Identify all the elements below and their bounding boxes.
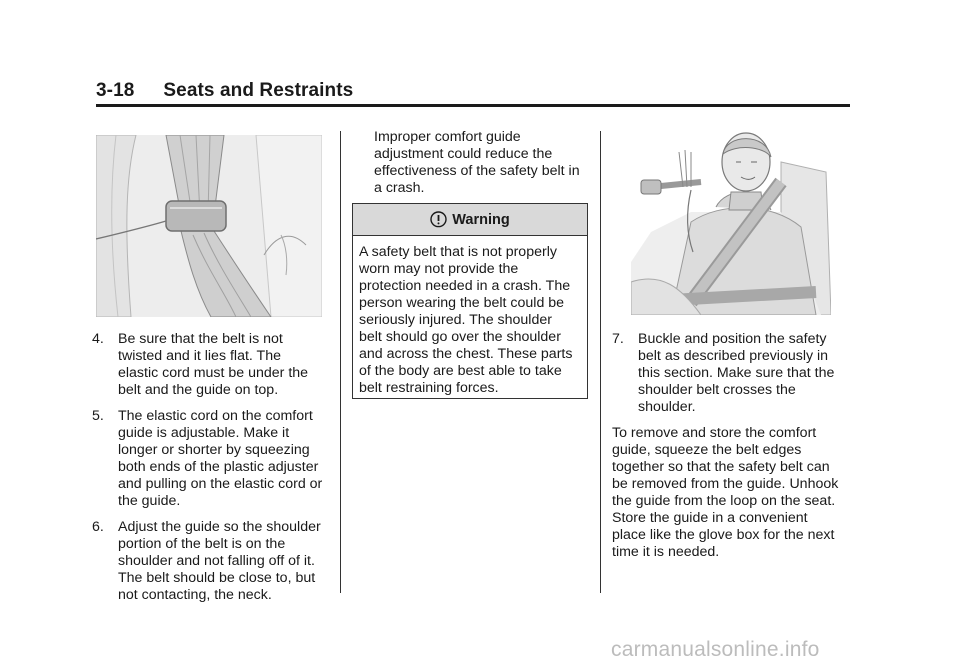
paragraph-line: To remove and store the comfort bbox=[612, 425, 817, 441]
warning-icon bbox=[430, 211, 447, 228]
occupant-safety-belt-illustration bbox=[631, 132, 831, 315]
intro-line: adjustment could reduce the bbox=[374, 146, 553, 162]
page-number: 3-18 bbox=[96, 80, 135, 101]
warning-header bbox=[353, 204, 587, 236]
warning-line: and across the chest. These parts bbox=[359, 346, 573, 362]
warning-line: belt should go over the shoulder bbox=[359, 329, 561, 345]
warning-title: Warning bbox=[452, 211, 510, 228]
warning-line: of the body are best able to take bbox=[359, 363, 562, 379]
warning-line: worn may not provide the bbox=[359, 261, 519, 277]
warning-body bbox=[353, 236, 587, 397]
warning-line: person wearing the belt could be bbox=[359, 295, 565, 311]
paragraph-line: together so that the safety belt can bbox=[612, 459, 830, 475]
step-line: Buckle and position the safety bbox=[638, 331, 827, 347]
paragraph-line: be removed from the guide. Unhook bbox=[612, 476, 839, 492]
step-line: the guide. bbox=[118, 493, 181, 509]
warning-intro bbox=[374, 129, 594, 197]
section-title: Seats and Restraints bbox=[163, 80, 354, 101]
step-line: longer or shorter by squeezing bbox=[118, 442, 310, 458]
warning-box bbox=[352, 203, 588, 399]
intro-line: a crash. bbox=[374, 180, 425, 196]
column-1 bbox=[92, 331, 338, 613]
column-divider-2 bbox=[600, 131, 601, 593]
step-number: 6. bbox=[92, 519, 104, 535]
comfort-guide-belt-illustration bbox=[96, 135, 322, 317]
step-line: twisted and it lies flat. The bbox=[118, 348, 281, 364]
step-line: The elastic cord on the comfort bbox=[118, 408, 313, 424]
step-line: not contacting, the neck. bbox=[118, 587, 272, 603]
column-3 bbox=[612, 331, 848, 561]
paragraph-line: guide, squeeze the belt edges bbox=[612, 442, 802, 458]
intro-line: Improper comfort guide bbox=[374, 129, 521, 145]
column-divider-1 bbox=[340, 131, 341, 593]
warning-line: A safety belt that is not properly bbox=[359, 244, 557, 260]
step-line: The belt should be close to, but bbox=[118, 570, 316, 586]
step-number: 4. bbox=[92, 331, 104, 347]
paragraph-line: place like the glove box for the next bbox=[612, 527, 835, 543]
step-line: guide is adjustable. Make it bbox=[118, 425, 290, 441]
watermark: carmanualsonline.info bbox=[611, 638, 820, 661]
paragraph-line: Store the guide in a convenient bbox=[612, 510, 808, 526]
step-number: 5. bbox=[92, 408, 104, 424]
step-line: shoulder belt crosses the bbox=[638, 382, 796, 398]
step-line: portion of the belt is on the bbox=[118, 536, 286, 552]
intro-line: effectiveness of the safety belt in bbox=[374, 163, 580, 179]
warning-line: seriously injured. The shoulder bbox=[359, 312, 552, 328]
paragraph-line: time it is needed. bbox=[612, 544, 720, 560]
step-line: this section. Make sure that the bbox=[638, 365, 835, 381]
storage-paragraph bbox=[612, 425, 848, 561]
warning-line: protection needed in a crash. The bbox=[359, 278, 571, 294]
page-header bbox=[96, 80, 353, 102]
step-line: shoulder. bbox=[638, 399, 696, 415]
step-line: belt and the guide on top. bbox=[118, 382, 279, 398]
step-5 bbox=[92, 408, 338, 510]
step-number: 7. bbox=[612, 331, 624, 347]
paragraph-line: the guide from the loop on the seat. bbox=[612, 493, 836, 509]
step-4 bbox=[92, 331, 338, 399]
step-line: and pulling on the elastic cord or bbox=[118, 476, 323, 492]
header-rule bbox=[96, 104, 850, 107]
step-line: belt as described previously in bbox=[638, 348, 829, 364]
step-7 bbox=[612, 331, 848, 416]
step-line: shoulder and not falling off of it. bbox=[118, 553, 315, 569]
step-line: both ends of the plastic adjuster bbox=[118, 459, 319, 475]
step-line: elastic cord must be under the bbox=[118, 365, 309, 381]
warning-line: belt restraining forces. bbox=[359, 380, 499, 396]
step-line: Adjust the guide so the shoulder bbox=[118, 519, 321, 535]
step-line: Be sure that the belt is not bbox=[118, 331, 283, 347]
step-6 bbox=[92, 519, 338, 604]
